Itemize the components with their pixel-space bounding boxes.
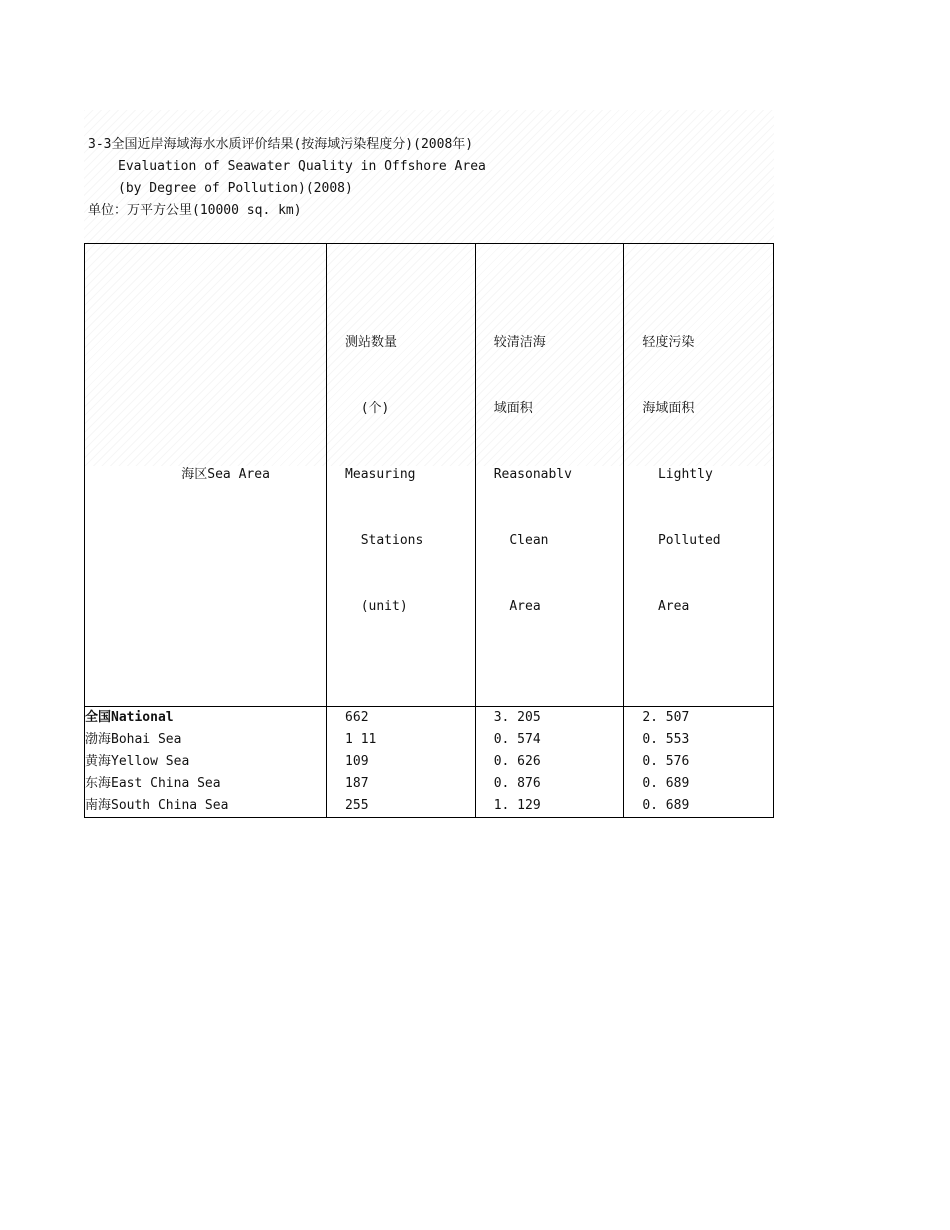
- header-light-line3: Lightly: [642, 467, 713, 482]
- spreadsheet-area: [84, 110, 774, 813]
- header-light-line4: Polluted: [642, 533, 721, 548]
- table-row-east-china: [85, 773, 774, 795]
- table-title-cn: 3-3全国近岸海域海水水质评价结果(按海域污染程度分)(2008年): [88, 137, 474, 152]
- cell-area: 渤海Bohai Sea: [85, 729, 327, 751]
- header-stations-line1: 测站数量: [345, 335, 398, 350]
- cell-stations: 255: [327, 795, 476, 818]
- table-row-bohai: [85, 729, 774, 751]
- table-title-en-line1: Evaluation of Seawater Quality in Offshore Area: [118, 159, 486, 174]
- cell-area: 全国National: [85, 707, 327, 730]
- header-clean-line1: 较清洁海: [493, 335, 546, 350]
- unit-label: 单位：万平方公里(10000 sq. km): [88, 203, 302, 218]
- cell-clean: 1. 129: [475, 795, 624, 818]
- table-row-south-china: [85, 795, 774, 818]
- header-stations-line2: (个): [345, 401, 390, 416]
- header-light-polluted-area: [624, 244, 774, 707]
- cell-area: 东海East China Sea: [85, 773, 327, 795]
- cell-clean: 3. 205: [475, 707, 624, 730]
- cell-light: 2. 507: [642, 710, 690, 725]
- table-title-en-line2: (by Degree of Pollution)(2008): [118, 181, 353, 196]
- header-clean-line4: Clean: [493, 533, 549, 548]
- cell-clean: 0. 574: [475, 729, 624, 751]
- cell-light: 0. 576: [642, 754, 690, 769]
- header-stations-line4: Stations: [345, 533, 424, 548]
- table-row-national: [85, 707, 774, 730]
- header-clean-area: [475, 244, 624, 707]
- water-quality-table: [84, 243, 774, 818]
- cell-clean: 0. 876: [475, 773, 624, 795]
- cell-stations: 662: [327, 707, 476, 730]
- header-stations-line3: Measuring: [345, 467, 416, 482]
- cell-area: 黄海Yellow Sea: [85, 751, 327, 773]
- header-sea-area: [85, 244, 327, 707]
- header-light-line5: Area: [642, 599, 690, 614]
- cell-light: 0. 553: [642, 732, 690, 747]
- header-light-line2: 海域面积: [642, 401, 695, 416]
- header-stations: [327, 244, 476, 707]
- cell-light: 0. 689: [642, 798, 690, 813]
- cell-area: 南海South China Sea: [85, 795, 327, 818]
- cell-stations: 109: [327, 751, 476, 773]
- table-header-row: [85, 244, 774, 707]
- cell-clean: 0. 626: [475, 751, 624, 773]
- header-stations-line5: (unit): [345, 599, 408, 614]
- cell-stations: 1 11: [327, 729, 476, 751]
- header-clean-line2: 域面积: [493, 401, 533, 416]
- header-light-line1: 轻度污染: [642, 335, 695, 350]
- header-clean-line3: Reasonablv: [493, 467, 572, 482]
- header-clean-line5: Area: [493, 599, 541, 614]
- table-row-yellow: [85, 751, 774, 773]
- cell-stations: 187: [327, 773, 476, 795]
- header-sea-area-text: 海区Sea Area: [181, 467, 270, 482]
- cell-light: 0. 689: [642, 776, 690, 791]
